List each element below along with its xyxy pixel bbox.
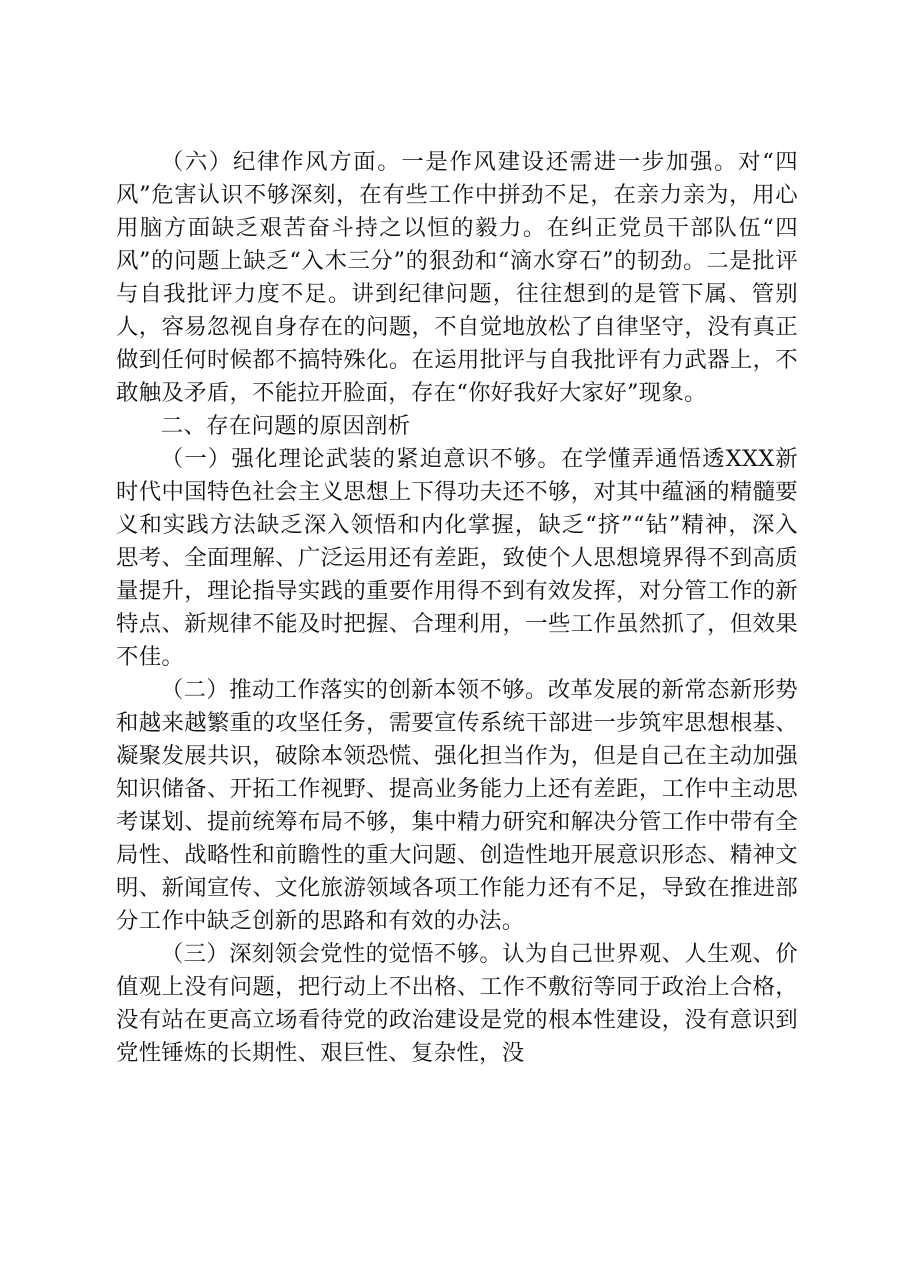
paragraph-innovation-ability: （二）推动工作落实的创新本领不够。改革发展的新常态新形势和越来越繁重的攻坚任务，需要宣传系统干部进一步筑牢思想根基、凝聚发展共识，破除本领恐慌、强化担当作为，但是自己在主动加强知识储备、开拓工作视野、提高业务能力上还有差距，工作中主动思考谋划、提前统筹布局不够，集中精力研究和解决分管工作中带有全局性、战略性和前瞻性的重大问题、创造性地开展意识形态、精神文明、新闻宣传、文化旅游领域各项工作能力还有不足，导致在推进部分工作中缺乏创新的思路和有效的办法。	[116, 677, 798, 934]
document-body	[116, 146, 798, 1070]
paragraph-party-spirit: （三）深刻领会党性的觉悟不够。认为自己世界观、人生观、价值观上没有问题，把行动上不出格、工作不敷衍等同于政治上合格，没有站在更高立场看待党的政治建设是党的根本性建设，没有意识到党性锤炼的长期性、艰巨性、复杂性，没	[116, 941, 798, 1066]
paragraph-discipline-style: （六）纪律作风方面。一是作风建设还需进一步加强。对“四风”危害认识不够深刻，在有些工作中拼劲不足，在亲力亲为，用心用脑方面缺乏艰苦奋斗持之以恒的毅力。在纠正党员干部队伍“四风”的问题上缺乏“入木三分”的狠劲和“滴水穿石”的韧劲。二是批评与自我批评力度不足。讲到纪律问题，往往想到的是管下属、管别人，容易忽视自身存在的问题，不自觉地放松了自律坚守，没有真正做到任何时候都不搞特殊化。在运用批评与自我批评有力武器上，不敢触及矛盾，不能拉开脸面，存在“你好我好大家好”现象。	[116, 149, 798, 406]
section-heading-cause-analysis: 二、存在问题的原因剖析	[160, 413, 411, 439]
paragraph-theory-armament: （一）强化理论武装的紧迫意识不够。在学懂弄通悟透XXX新时代中国特色社会主义思想上下得功夫还不够，对其中蕴涵的精髓要义和实践方法缺乏深入领悟和内化掌握，缺乏“挤”“钻”精神，深入思考、全面理解、广泛运用还有差距，致使个人思想境界得不到高质量提升，理论指导实践的重要作用得不到有效发挥，对分管工作的新特点、新规律不能及时把握、合理利用，一些工作虽然抓了，但效果不佳。	[116, 446, 798, 670]
